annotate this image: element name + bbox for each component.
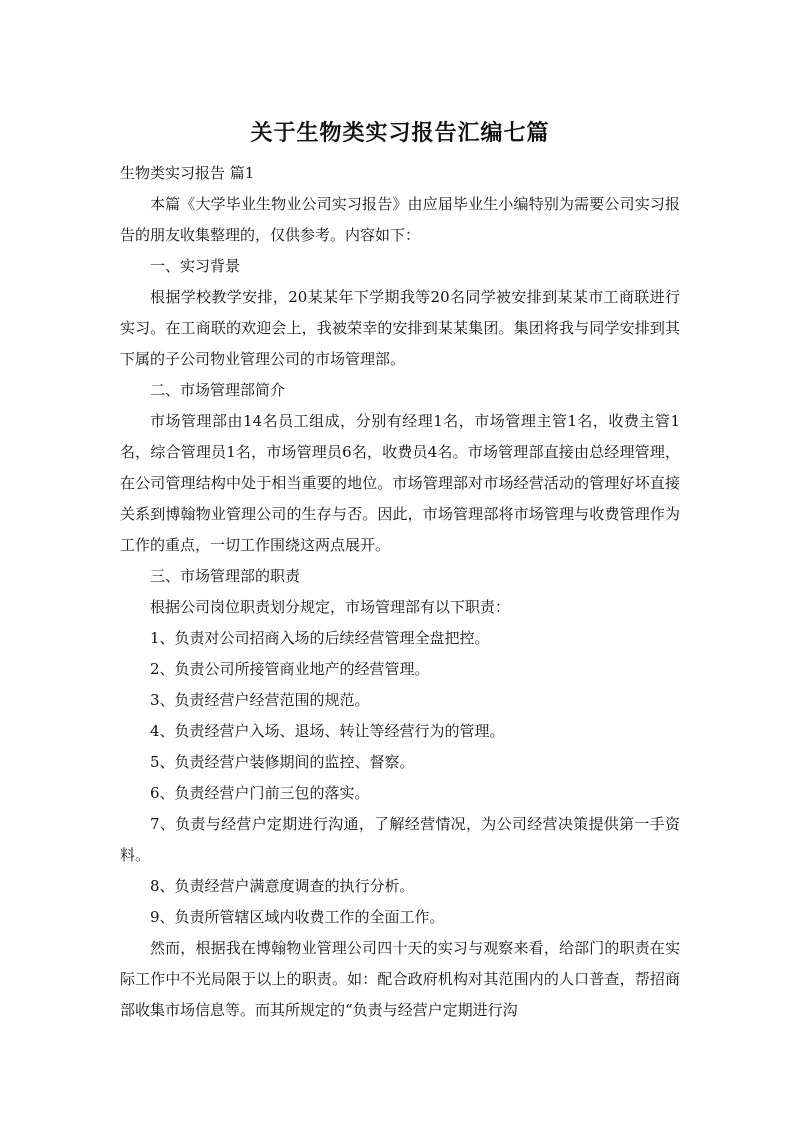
paragraph: 根据学校教学安排，20某某年下学期我等20名同学被安排到某某市工商联进行实习。在工商联的欢迎会上，我被荣幸的安排到某某集团。集团将我与同学安排到其下属的子公司物业管理公司的市场管理部。 xyxy=(120,288,680,368)
section-heading: 一、实习背景 xyxy=(150,257,241,275)
list-item: 1、负责对公司招商入场的后续经营管理全盘把控。 xyxy=(150,629,490,647)
paragraph: 根据公司岗位职责划分规定，市场管理部有以下职责： xyxy=(150,598,511,616)
document-body xyxy=(120,158,680,1026)
section-heading: 生物类实习报告 篇1 xyxy=(120,164,255,182)
paragraph: 市场管理部由14名员工组成，分别有经理1名，市场管理主管1名，收费主管1名，综合管理员1名，市场管理员6名，收费员4名。市场管理部直接由总经理管理，在公司管理结构中处于相当重要的地位。市场管理部对市场经营活动的管理好坏直接关系到博翰物业管理公司的生存与否。因此，市场管理部将市场管理与收费管理作为工作的重点，一切工作围绕这两点展开。 xyxy=(120,412,680,554)
section-heading: 二、市场管理部简介 xyxy=(150,381,286,399)
list-item: 5、负责经营户装修期间的监控、督察。 xyxy=(150,753,415,771)
list-item: 6、负责经营户门前三包的落实。 xyxy=(150,784,370,802)
section-heading: 三、市场管理部的职责 xyxy=(150,567,301,585)
paragraph: 本篇《大学毕业生物业公司实习报告》由应届毕业生小编特别为需要公司实习报告的朋友收集整理的，仅供参考。内容如下： xyxy=(120,195,680,244)
list-item: 7、负责与经营户定期进行沟通，了解经营情况，为公司经营决策提供第一手资料。 xyxy=(120,815,680,864)
list-item: 4、负责经营户入场、退场、转让等经营行为的管理。 xyxy=(150,722,505,740)
list-item: 3、负责经营户经营范围的规范。 xyxy=(150,691,370,709)
document-title: 关于生物类实习报告汇编七篇 xyxy=(250,121,550,146)
list-item: 2、负责公司所接管商业地产的经营管理。 xyxy=(150,660,430,678)
list-item: 9、负责所管辖区域内收费工作的全面工作。 xyxy=(150,908,445,926)
list-item: 8、负责经营户满意度调查的执行分析。 xyxy=(150,877,415,895)
paragraph: 然而，根据我在博翰物业管理公司四十天的实习与观察来看，给部门的职责在实际工作中不光局限于以上的职责。如：配合政府机构对其范围内的人口普查，帮招商部收集市场信息等。而其所规定的“负责与经营户定期进行沟 xyxy=(120,939,680,1019)
